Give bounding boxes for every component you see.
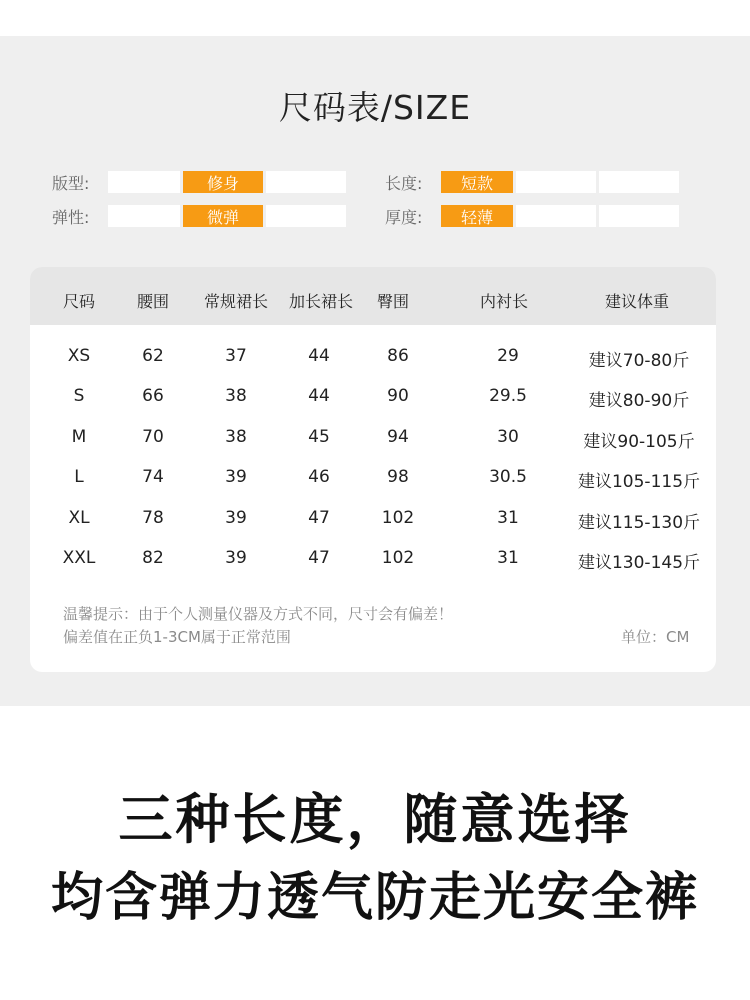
cell-weight: 建议70-80斤 <box>588 351 690 371</box>
cell-waist: 62 <box>142 346 164 366</box>
header-long-length: 加长裙长 <box>288 292 354 311</box>
cell-regular-length: 38 <box>225 427 247 447</box>
header-size: 尺码 <box>62 292 96 311</box>
attr-length-value: 短款 <box>441 171 513 193</box>
cell-lining-length: 30.5 <box>489 467 527 487</box>
cell-size: L <box>74 467 84 487</box>
cell-long-length: 47 <box>308 508 330 528</box>
cell-size: S <box>73 386 85 406</box>
attr-stretch-cell-empty-2 <box>266 205 346 227</box>
cell-weight: 建议90-105斤 <box>583 432 695 452</box>
header-regular-length: 常规裙长 <box>203 292 269 311</box>
cell-lining-length: 31 <box>497 548 519 568</box>
cell-regular-length: 38 <box>225 386 247 406</box>
cell-size: XS <box>67 346 91 366</box>
cell-regular-length: 39 <box>225 548 247 568</box>
attr-thickness-value: 轻薄 <box>441 205 513 227</box>
cell-weight: 建议80-90斤 <box>588 391 690 411</box>
cell-weight: 建议130-145斤 <box>577 553 701 573</box>
cell-waist: 82 <box>142 548 164 568</box>
cell-hip: 98 <box>387 467 409 487</box>
attr-fit-cell-empty-1 <box>108 171 180 193</box>
attr-stretch-label: 弹性: <box>52 207 90 227</box>
cell-regular-length: 37 <box>225 346 247 366</box>
cell-waist: 74 <box>142 467 164 487</box>
cell-hip: 86 <box>387 346 409 366</box>
cell-long-length: 45 <box>308 427 330 447</box>
cell-lining-length: 31 <box>497 508 519 528</box>
attr-fit-value: 修身 <box>183 171 263 193</box>
tolerance-note: 偏差值在正负1-3CM属于正常范围 <box>63 628 291 646</box>
table-header <box>30 267 716 325</box>
cell-hip: 94 <box>387 427 409 447</box>
slogan-line-2: 均含弹力透气防走光安全裤 <box>50 868 699 928</box>
unit-note: 单位：CM <box>621 628 690 646</box>
cell-lining-length: 29 <box>497 346 519 366</box>
cell-lining-length: 30 <box>497 427 519 447</box>
cell-waist: 70 <box>142 427 164 447</box>
attr-thickness-cell-empty-2 <box>599 205 679 227</box>
cell-long-length: 47 <box>308 548 330 568</box>
attr-thickness-label: 厚度: <box>385 207 423 227</box>
attr-thickness-cell-empty-1 <box>516 205 596 227</box>
attr-stretch-row <box>52 205 349 227</box>
cell-size: XL <box>68 508 90 528</box>
cell-hip: 102 <box>381 548 415 568</box>
cell-waist: 78 <box>142 508 164 528</box>
cell-weight: 建议105-115斤 <box>577 472 701 492</box>
size-table-card <box>30 267 716 672</box>
header-weight: 建议体重 <box>604 292 670 311</box>
cell-waist: 66 <box>142 386 164 406</box>
measurement-tip: 温馨提示：由于个人测量仪器及方式不同，尺寸会有偏差！ <box>63 605 454 623</box>
attr-length-cell-empty-2 <box>599 171 679 193</box>
attr-stretch-value: 微弹 <box>183 205 263 227</box>
header-waist: 腰围 <box>136 292 170 311</box>
cell-long-length: 44 <box>308 346 330 366</box>
top-strip <box>0 0 750 36</box>
attr-thickness-row <box>385 205 682 227</box>
attr-fit-cell-empty-2 <box>266 171 346 193</box>
attr-length-cell-empty-1 <box>516 171 596 193</box>
attr-fit-row <box>52 171 349 193</box>
header-hip: 臀围 <box>376 292 410 311</box>
size-chart-title: 尺码表/SIZE <box>278 88 472 127</box>
cell-size: XXL <box>62 548 96 568</box>
cell-regular-length: 39 <box>225 467 247 487</box>
cell-long-length: 44 <box>308 386 330 406</box>
cell-lining-length: 29.5 <box>489 386 527 406</box>
attr-length-label: 长度: <box>385 173 423 193</box>
attr-length-row <box>385 171 682 193</box>
cell-hip: 90 <box>387 386 409 406</box>
slogan-line-1: 三种长度，随意选择 <box>118 788 632 851</box>
cell-regular-length: 39 <box>225 508 247 528</box>
cell-size: M <box>71 427 87 447</box>
cell-weight: 建议115-130斤 <box>577 513 701 533</box>
attr-fit-label: 版型: <box>52 173 90 193</box>
cell-hip: 102 <box>381 508 415 528</box>
cell-long-length: 46 <box>308 467 330 487</box>
header-lining-length: 内衬长 <box>479 292 529 311</box>
attr-stretch-cell-empty-1 <box>108 205 180 227</box>
